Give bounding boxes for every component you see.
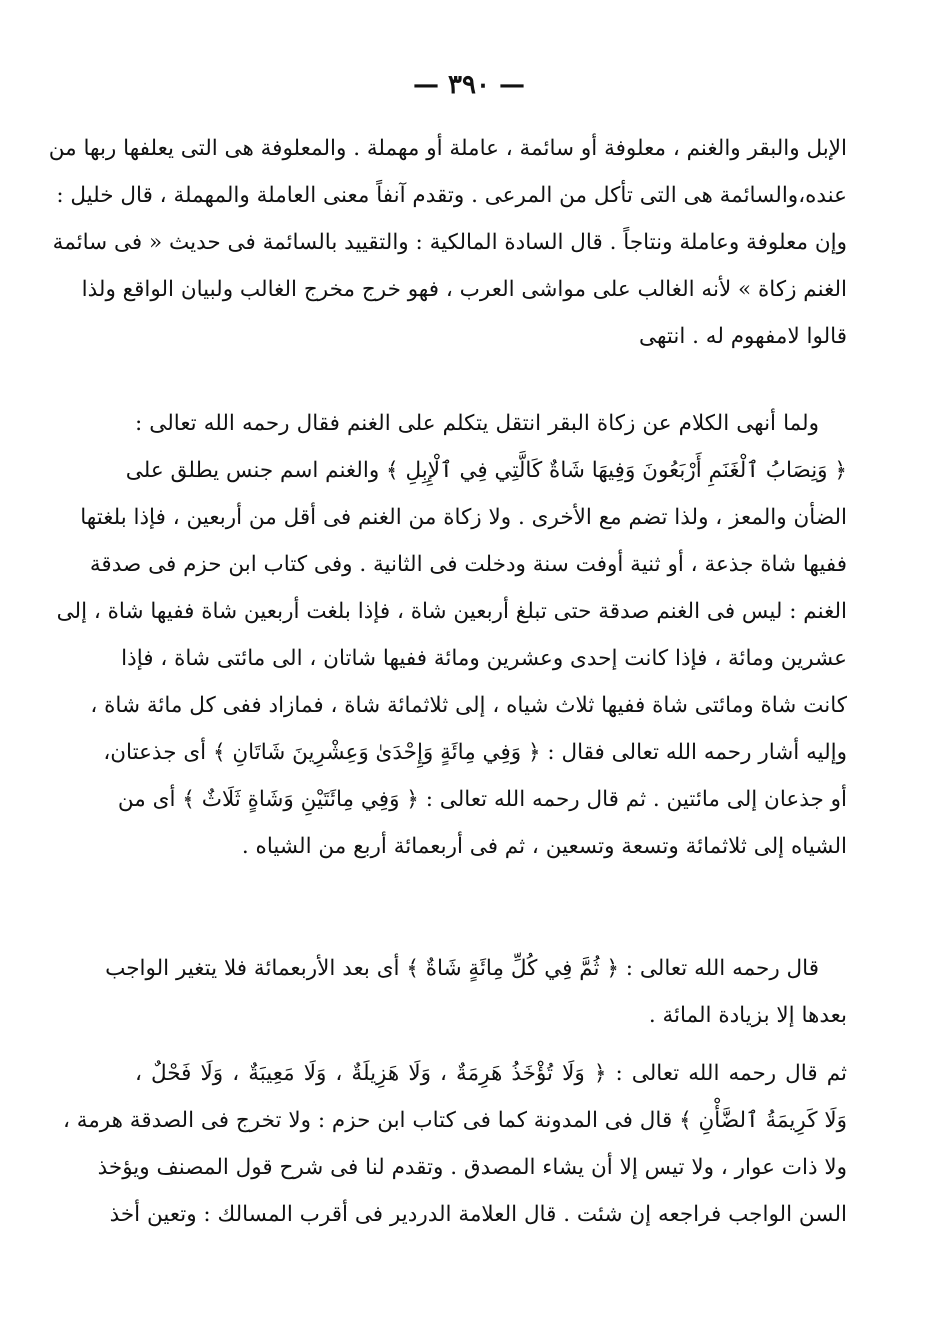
paragraph-3 <box>105 945 847 1039</box>
text-line: الغنم : ليس فى الغنم صدقة حتى تبلغ أربعين شاة ، فإذا بلغت أربعين شاة ففيها شاة ، إلى <box>56 599 847 624</box>
text-line: كانت شاة ومائتى شاة ففيها ثلاث شياه ، إلى ثلاثمائة شاة ، فمازاد ففى كل مائة شاة ، <box>90 693 847 718</box>
text-line: الإبل والبقر والغنم ، معلوفة أو سائمة ، عاملة أو مهملة . والمعلوفة هى التى يعلفها ربها من <box>48 136 847 161</box>
text-line: الغنم زكاة » لأنه الغالب على مواشى العرب ، فهو خرج مخرج الغالب ولبيان الواقع ولذا <box>81 277 847 302</box>
paragraph-4 <box>62 1050 847 1238</box>
text-line: ولا ذات عوار ، ولا تيس إلا أن يشاء المصدق . وتقدم لنا فى شرح قول المصنف ويؤخذ <box>97 1155 847 1180</box>
text-line: السن الواجب فراجعه إن شئت . قال العلامة الدردير فى أقرب المسالك : وتعين أخذ <box>109 1202 847 1227</box>
quran-verse-line: قال رحمه الله تعالى : ﴿ ثُمَّ فِي كُلِّ مِائَةٍ شَاةٌ ﴾ أى بعد الأربعمائة فلا يتغير الواجب <box>105 956 819 981</box>
quran-verse-line: وإليه أشار رحمه الله تعالى فقال : ﴿ وَفِي مِائَةٍ وَإِحْدَىٰ وَعِشْرِينَ شَاتَانِ ﴾ أى جذعتان، <box>103 740 847 765</box>
text-line: قالوا لامفهوم له . انتهى <box>639 324 847 349</box>
text-line: الضأن والمعز ، ولذا تضم مع الأخرى . ولا زكاة من الغنم فى أقل من أربعين ، فإذا بلغتها <box>80 505 847 530</box>
text-line: وإن معلوفة وعاملة ونتاجاً . قال السادة المالكية : والتقييد بالسائمة فى حديث « فى سائمة <box>52 230 847 255</box>
text-line: ففيها شاة جذعة ، أو ثنية أوفت سنة ودخلت فى الثانية . وفى كتاب ابن حزم فى صدقة <box>89 552 847 577</box>
paragraph-2 <box>56 400 847 870</box>
text-line: عشرين ومائة ، فإذا كانت إحدى وعشرين ومائة ففيها شاتان ، الى مائتى شاة ، فإذا <box>121 646 847 671</box>
paragraph-1 <box>48 125 847 360</box>
quran-verse-line: وَلَا كَرِيمَةُ ٱلضَّأْنِ ﴾ قال فى المدونة كما فى كتاب ابن حزم : ولا تخرج فى الصدقة هرمة ، <box>62 1108 847 1133</box>
quran-verse-line: ثم قال رحمه الله تعالى : ﴿ وَلَا تُؤْخَذُ هَرِمَةٌ ، وَلَا هَزِيلَةٌ ، وَلَا مَعِيبَةٌ ، وَلَا فَحْلٌ ، <box>135 1061 847 1086</box>
page-number: — ٣٩٠ — <box>412 70 526 100</box>
text-line: عنده،والسائمة هى التى تأكل من المرعى . وتقدم آنفاً معنى العاملة والمهملة ، قال خليل : <box>56 183 847 208</box>
text-line: بعدها إلا بزيادة المائة . <box>648 1003 847 1028</box>
text-line: ولما أنهى الكلام عن زكاة البقر انتقل يتكلم على الغنم فقال رحمه الله تعالى : <box>135 411 819 436</box>
text-line: الشياه إلى ثلاثمائة وتسعة وتسعين ، ثم فى أربعمائة أربع من الشياه . <box>241 834 847 859</box>
quran-verse-line: أو جذعان إلى مائتين . ثم قال رحمه الله تعالى : ﴿ وَفِي مِائَتَيْنِ وَشَاةٍ ثَلَاثٌ ﴾ أى من <box>117 787 847 812</box>
quran-verse-line: ﴿ وَنِصَابُ ٱلْغَنَمِ أَرْبَعُونَ وَفِيهَا شَاةٌ كَالَّتِي فِي ٱلْإِبِلِ ﴾ والغنم اسم جنس يطلق على <box>125 458 847 483</box>
